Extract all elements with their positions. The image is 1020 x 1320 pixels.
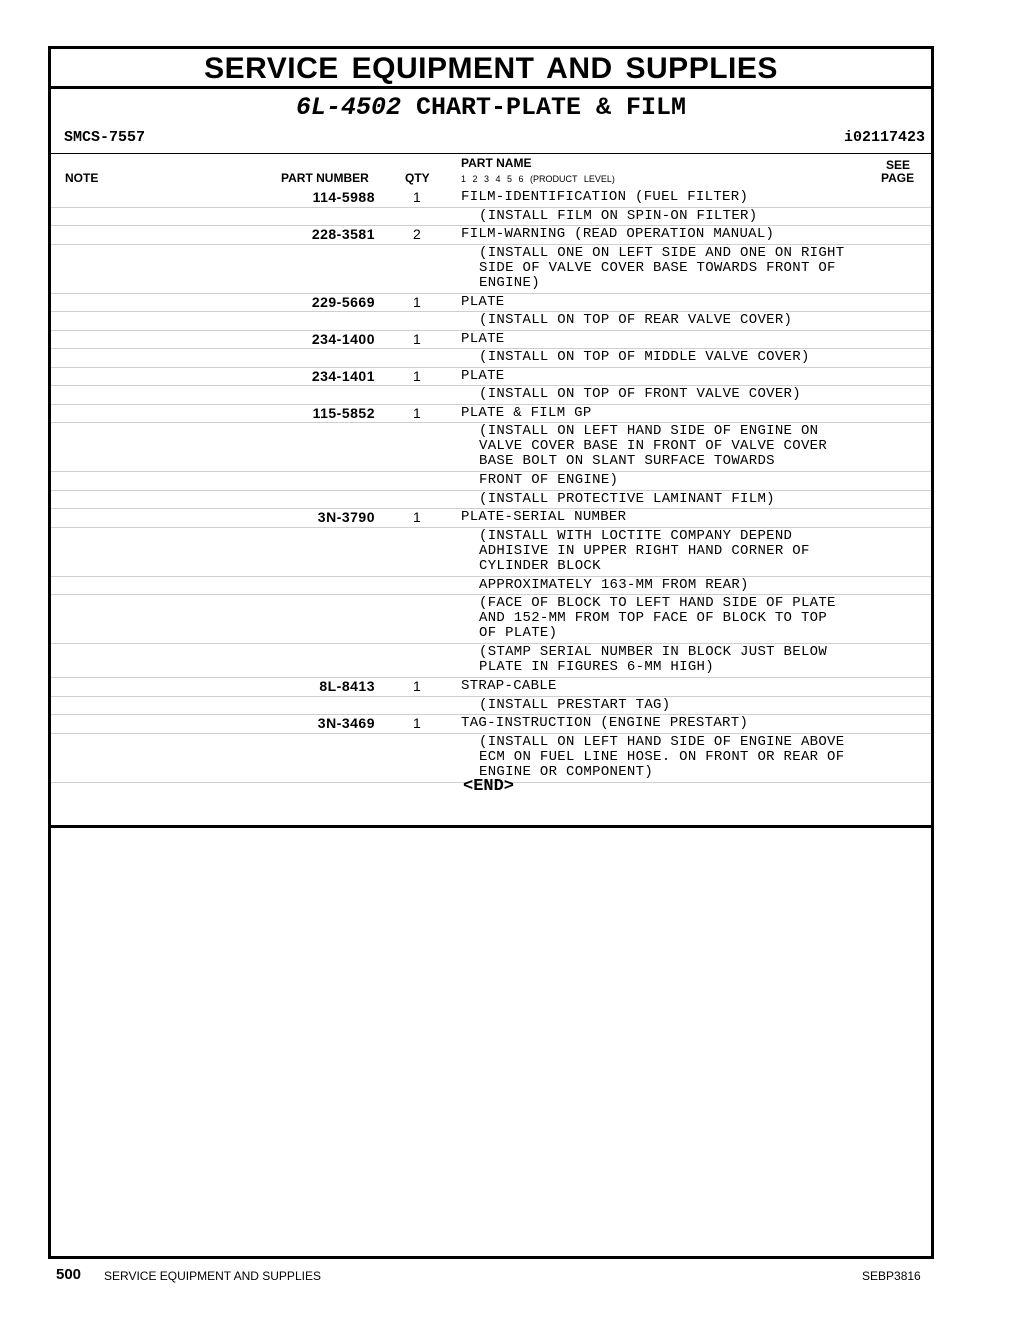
- part-qty: 1: [413, 330, 421, 347]
- part-qty: 1: [413, 509, 421, 525]
- col-part-name: PART NAME: [461, 156, 532, 170]
- part-qty: 2: [413, 226, 421, 242]
- table-row: [51, 208, 931, 227]
- part-name: TAG-INSTRUCTION (ENGINE PRESTART): [461, 715, 749, 731]
- part-number: 3N-3469: [317, 715, 375, 731]
- part-note: (INSTALL PROTECTIVE LAMINANT FILM): [479, 490, 775, 507]
- section-title: SERVICE EQUIPMENT AND SUPPLIES: [51, 49, 931, 89]
- part-note: (INSTALL ONE ON LEFT SIDE AND ONE ON RIGHT SIDE OF VALVE COVER BASE TOWARDS FRONT OF ENGINE): [479, 244, 845, 291]
- chart-title: [51, 93, 931, 122]
- part-qty: 1: [413, 678, 421, 694]
- part-note: (FACE OF BLOCK TO LEFT HAND SIDE OF PLATE AND 152-MM FROM TOP FACE OF BLOCK TO TOP OF PLATE): [479, 595, 836, 641]
- part-number: 234-1401: [311, 367, 375, 384]
- part-number: 114-5988: [312, 189, 375, 205]
- table-row: [51, 678, 931, 697]
- section-divider: [51, 825, 931, 828]
- chart-name: CHART-PLATE & FILM: [416, 93, 687, 122]
- illustration-id: i02117423: [843, 129, 925, 146]
- col-see: SEE: [886, 158, 911, 172]
- page-number: 500: [56, 1266, 82, 1283]
- table-row: [51, 509, 931, 528]
- part-name: PLATE & FILM GP: [461, 404, 592, 421]
- part-qty: 1: [413, 367, 421, 384]
- part-number: 229-5669: [311, 293, 375, 310]
- part-qty: 1: [413, 404, 421, 421]
- part-qty: 1: [413, 293, 421, 310]
- part-number: 228-3581: [311, 226, 375, 242]
- col-part-number: PART NUMBER: [281, 171, 369, 185]
- part-note: (INSTALL ON TOP OF FRONT VALVE COVER): [479, 386, 801, 402]
- parts-table: [51, 189, 931, 783]
- part-name: FILM-IDENTIFICATION (FUEL FILTER): [461, 189, 749, 205]
- col-note: NOTE: [65, 171, 99, 185]
- part-note: (INSTALL WITH LOCTITE COMPANY DEPEND ADHISIVE IN UPPER RIGHT HAND CORNER OF CYLINDER BLOCK: [479, 527, 810, 574]
- table-row: [51, 423, 931, 472]
- col-page: PAGE: [881, 171, 915, 185]
- table-row: [51, 189, 931, 208]
- table-row: [51, 734, 931, 783]
- table-row: [51, 386, 931, 405]
- table-row: [51, 294, 931, 313]
- page-frame: [48, 46, 934, 1259]
- part-note: APPROXIMATELY 163-MM FROM REAR): [479, 576, 749, 593]
- part-note: (INSTALL PRESTART TAG): [479, 696, 671, 713]
- part-name: PLATE: [461, 293, 505, 310]
- part-note: (INSTALL ON LEFT HAND SIDE OF ENGINE ABOVE ECM ON FUEL LINE HOSE. ON FRONT OR REAR OF ENGINE OR COMPONENT): [479, 733, 845, 780]
- table-row: [51, 245, 931, 294]
- table-row: [51, 368, 931, 387]
- part-note: FRONT OF ENGINE): [479, 472, 619, 488]
- table-row: [51, 312, 931, 331]
- part-note: (INSTALL FILM ON SPIN-ON FILTER): [479, 207, 758, 224]
- part-number: 234-1400: [311, 330, 375, 347]
- table-row: [51, 331, 931, 350]
- table-row: [51, 577, 931, 596]
- end-marker: <END>: [463, 777, 515, 796]
- col-product-levels: 1 2 3 4 5 6 (PRODUCT LEVEL): [461, 174, 615, 184]
- header-rule: [51, 153, 931, 154]
- chart-number: 6L-4502: [295, 93, 401, 122]
- part-number: 115-5852: [312, 404, 375, 421]
- part-note: (INSTALL ON TOP OF MIDDLE VALVE COVER): [479, 349, 810, 365]
- table-row: [51, 491, 931, 510]
- col-qty: QTY: [405, 171, 430, 185]
- part-note: (STAMP SERIAL NUMBER IN BLOCK JUST BELOW PLATE IN FIGURES 6-MM HIGH): [479, 644, 828, 675]
- part-name: PLATE: [461, 330, 505, 347]
- part-note: (INSTALL ON TOP OF REAR VALVE COVER): [479, 312, 793, 328]
- part-note: (INSTALL ON LEFT HAND SIDE OF ENGINE ON VALVE COVER BASE IN FRONT OF VALVE COVER BASE BOLT ON SLANT SURFACE TOWARDS: [479, 423, 828, 469]
- smcs-code: SMCS-7557: [64, 129, 146, 146]
- footer-doc-id: SEBP3816: [862, 1269, 921, 1283]
- table-row: [51, 697, 931, 716]
- table-row: [51, 644, 931, 678]
- part-name: STRAP-CABLE: [461, 678, 557, 694]
- footer-section: SERVICE EQUIPMENT AND SUPPLIES: [104, 1269, 321, 1283]
- part-number: 3N-3790: [317, 509, 375, 525]
- table-row: [51, 715, 931, 734]
- part-qty: 1: [413, 715, 421, 731]
- table-row: [51, 595, 931, 644]
- part-name: PLATE-SERIAL NUMBER: [461, 509, 627, 525]
- part-qty: 1: [413, 189, 421, 205]
- part-name: PLATE: [461, 367, 505, 384]
- table-row: [51, 349, 931, 368]
- part-number: 8L-8413: [319, 678, 375, 694]
- part-name: FILM-WARNING (READ OPERATION MANUAL): [461, 226, 775, 242]
- table-row: [51, 405, 931, 424]
- table-row: [51, 528, 931, 577]
- table-row: [51, 226, 931, 245]
- table-row: [51, 472, 931, 491]
